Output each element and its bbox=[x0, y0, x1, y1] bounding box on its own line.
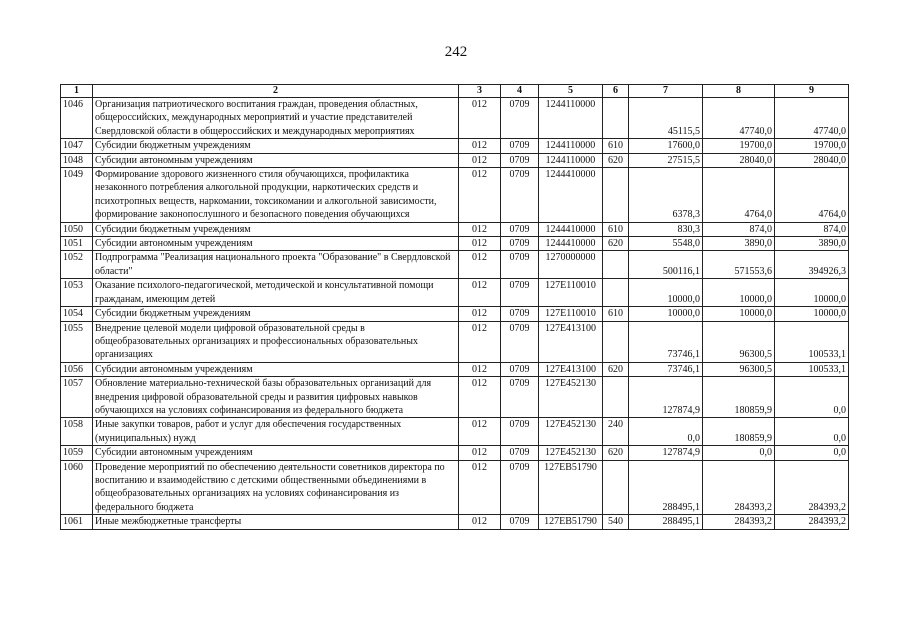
section-code: 0709 bbox=[501, 153, 539, 167]
row-name: Формирование здорового жизненного стиля обучающихся, профилактика незаконного потребления алкогольной продукции, наркотических средств и психотропных веществ, наркомании, токсикомании и алкогольной зависимости, формирование законопослушного и безопасного поведения обучающихся bbox=[93, 168, 459, 223]
table-row bbox=[61, 362, 849, 376]
section-code: 0709 bbox=[501, 168, 539, 223]
amount-col7: 0,0 bbox=[629, 418, 703, 446]
header-cell: 8 bbox=[703, 85, 775, 98]
row-name: Внедрение целевой модели цифровой образовательной среды в общеобразовательных организациях и профессиональных образовательных организациях bbox=[93, 321, 459, 362]
amount-col9: 874,0 bbox=[775, 222, 849, 236]
amount-col9: 10000,0 bbox=[775, 279, 849, 307]
row-name: Проведение мероприятий по обеспечению деятельности советников директора по воспитанию и взаимодействию с детскими общественными объединениями в общеобразовательных организациях на условиях софинансирования из федерального бюджета bbox=[93, 460, 459, 515]
amount-col9: 10000,0 bbox=[775, 307, 849, 321]
section-code: 0709 bbox=[501, 515, 539, 529]
amount-col8: 180859,9 bbox=[703, 377, 775, 418]
expense-type-code bbox=[603, 251, 629, 279]
row-number: 1052 bbox=[61, 251, 93, 279]
header-cell: 9 bbox=[775, 85, 849, 98]
amount-col7: 27515,5 bbox=[629, 153, 703, 167]
row-number: 1050 bbox=[61, 222, 93, 236]
ministry-code: 012 bbox=[459, 139, 501, 153]
ministry-code: 012 bbox=[459, 251, 501, 279]
amount-col7: 73746,1 bbox=[629, 321, 703, 362]
amount-col8: 19700,0 bbox=[703, 139, 775, 153]
amount-col9: 0,0 bbox=[775, 377, 849, 418]
target-article-code: 1270000000 bbox=[539, 251, 603, 279]
table-row bbox=[61, 237, 849, 251]
target-article-code: 1244110000 bbox=[539, 98, 603, 139]
row-name: Субсидии автономным учреждениям bbox=[93, 362, 459, 376]
header-cell: 2 bbox=[93, 85, 459, 98]
ministry-code: 012 bbox=[459, 321, 501, 362]
amount-col8: 10000,0 bbox=[703, 307, 775, 321]
amount-col9: 47740,0 bbox=[775, 98, 849, 139]
row-number: 1055 bbox=[61, 321, 93, 362]
expense-type-code: 610 bbox=[603, 222, 629, 236]
target-article-code: 1244410000 bbox=[539, 168, 603, 223]
amount-col8: 96300,5 bbox=[703, 321, 775, 362]
amount-col9: 19700,0 bbox=[775, 139, 849, 153]
amount-col9: 394926,3 bbox=[775, 251, 849, 279]
header-cell: 7 bbox=[629, 85, 703, 98]
table-row bbox=[61, 418, 849, 446]
amount-col8: 571553,6 bbox=[703, 251, 775, 279]
header-cell: 6 bbox=[603, 85, 629, 98]
target-article-code: 1244110000 bbox=[539, 139, 603, 153]
section-code: 0709 bbox=[501, 98, 539, 139]
expense-type-code bbox=[603, 377, 629, 418]
row-number: 1051 bbox=[61, 237, 93, 251]
amount-col9: 284393,2 bbox=[775, 460, 849, 515]
expense-type-code: 620 bbox=[603, 446, 629, 460]
expense-type-code: 620 bbox=[603, 237, 629, 251]
row-number: 1047 bbox=[61, 139, 93, 153]
amount-col8: 10000,0 bbox=[703, 279, 775, 307]
row-number: 1057 bbox=[61, 377, 93, 418]
amount-col7: 288495,1 bbox=[629, 460, 703, 515]
row-name: Оказание психолого-педагогической, методической и консультативной помощи гражданам, имеющим детей bbox=[93, 279, 459, 307]
target-article-code: 127E452130 bbox=[539, 446, 603, 460]
amount-col7: 127874,9 bbox=[629, 377, 703, 418]
amount-col8: 3890,0 bbox=[703, 237, 775, 251]
ministry-code: 012 bbox=[459, 168, 501, 223]
header-row bbox=[61, 85, 849, 98]
amount-col9: 100533,1 bbox=[775, 362, 849, 376]
header-cell: 1 bbox=[61, 85, 93, 98]
amount-col7: 830,3 bbox=[629, 222, 703, 236]
table-row bbox=[61, 222, 849, 236]
ministry-code: 012 bbox=[459, 237, 501, 251]
amount-col7: 288495,1 bbox=[629, 515, 703, 529]
row-name: Субсидии автономным учреждениям bbox=[93, 237, 459, 251]
amount-col7: 127874,9 bbox=[629, 446, 703, 460]
target-article-code: 1244410000 bbox=[539, 237, 603, 251]
section-code: 0709 bbox=[501, 307, 539, 321]
amount-col7: 73746,1 bbox=[629, 362, 703, 376]
section-code: 0709 bbox=[501, 446, 539, 460]
expense-type-code bbox=[603, 460, 629, 515]
amount-col9: 100533,1 bbox=[775, 321, 849, 362]
ministry-code: 012 bbox=[459, 153, 501, 167]
expense-type-code: 610 bbox=[603, 307, 629, 321]
amount-col9: 4764,0 bbox=[775, 168, 849, 223]
section-code: 0709 bbox=[501, 222, 539, 236]
amount-col8: 0,0 bbox=[703, 446, 775, 460]
table-row bbox=[61, 98, 849, 139]
ministry-code: 012 bbox=[459, 446, 501, 460]
row-number: 1059 bbox=[61, 446, 93, 460]
header-cell: 5 bbox=[539, 85, 603, 98]
expense-type-code: 620 bbox=[603, 362, 629, 376]
header-cell: 3 bbox=[459, 85, 501, 98]
row-name: Обновление материально-технической базы образовательных организаций для внедрения цифровой образовательной среды и развития цифровых навыков обучающихся на условиях софинансирования из федерального бюджета bbox=[93, 377, 459, 418]
amount-col8: 284393,2 bbox=[703, 515, 775, 529]
table-row bbox=[61, 321, 849, 362]
row-number: 1061 bbox=[61, 515, 93, 529]
row-name: Субсидии бюджетным учреждениям bbox=[93, 307, 459, 321]
row-number: 1056 bbox=[61, 362, 93, 376]
target-article-code: 127EB51790 bbox=[539, 460, 603, 515]
amount-col8: 28040,0 bbox=[703, 153, 775, 167]
amount-col9: 28040,0 bbox=[775, 153, 849, 167]
table-row bbox=[61, 307, 849, 321]
ministry-code: 012 bbox=[459, 362, 501, 376]
ministry-code: 012 bbox=[459, 222, 501, 236]
amount-col8: 47740,0 bbox=[703, 98, 775, 139]
amount-col8: 96300,5 bbox=[703, 362, 775, 376]
section-code: 0709 bbox=[501, 279, 539, 307]
expense-type-code: 620 bbox=[603, 153, 629, 167]
expense-type-code bbox=[603, 279, 629, 307]
ministry-code: 012 bbox=[459, 460, 501, 515]
table-row bbox=[61, 377, 849, 418]
section-code: 0709 bbox=[501, 251, 539, 279]
table-row bbox=[61, 279, 849, 307]
amount-col7: 45115,5 bbox=[629, 98, 703, 139]
target-article-code: 127E413100 bbox=[539, 321, 603, 362]
table-row bbox=[61, 153, 849, 167]
target-article-code: 127E452130 bbox=[539, 377, 603, 418]
row-name: Иные закупки товаров, работ и услуг для обеспечения государственных (муниципальных) нужд bbox=[93, 418, 459, 446]
target-article-code: 127EB51790 bbox=[539, 515, 603, 529]
amount-col9: 0,0 bbox=[775, 446, 849, 460]
amount-col9: 0,0 bbox=[775, 418, 849, 446]
row-name: Организация патриотического воспитания граждан, проведения областных, общероссийских, международных мероприятий и участие представителей Свердловской области в общероссийских и международных мероприятиях bbox=[93, 98, 459, 139]
budget-table bbox=[60, 84, 849, 530]
row-name: Субсидии автономным учреждениям bbox=[93, 446, 459, 460]
amount-col7: 6378,3 bbox=[629, 168, 703, 223]
section-code: 0709 bbox=[501, 418, 539, 446]
row-number: 1054 bbox=[61, 307, 93, 321]
ministry-code: 012 bbox=[459, 377, 501, 418]
amount-col8: 874,0 bbox=[703, 222, 775, 236]
section-code: 0709 bbox=[501, 460, 539, 515]
row-name: Субсидии автономным учреждениям bbox=[93, 153, 459, 167]
amount-col8: 4764,0 bbox=[703, 168, 775, 223]
section-code: 0709 bbox=[501, 362, 539, 376]
amount-col9: 3890,0 bbox=[775, 237, 849, 251]
page-number: 242 bbox=[444, 44, 468, 60]
expense-type-code bbox=[603, 321, 629, 362]
row-name: Иные межбюджетные трансферты bbox=[93, 515, 459, 529]
target-article-code: 1244110000 bbox=[539, 153, 603, 167]
row-number: 1048 bbox=[61, 153, 93, 167]
ministry-code: 012 bbox=[459, 307, 501, 321]
expense-type-code: 610 bbox=[603, 139, 629, 153]
row-name: Субсидии бюджетным учреждениям bbox=[93, 222, 459, 236]
expense-type-code: 240 bbox=[603, 418, 629, 446]
amount-col9: 284393,2 bbox=[775, 515, 849, 529]
row-number: 1049 bbox=[61, 168, 93, 223]
ministry-code: 012 bbox=[459, 515, 501, 529]
table-row bbox=[61, 168, 849, 223]
table-row bbox=[61, 139, 849, 153]
table-row bbox=[61, 446, 849, 460]
row-number: 1046 bbox=[61, 98, 93, 139]
row-number: 1058 bbox=[61, 418, 93, 446]
target-article-code: 127E413100 bbox=[539, 362, 603, 376]
section-code: 0709 bbox=[501, 237, 539, 251]
amount-col7: 500116,1 bbox=[629, 251, 703, 279]
amount-col7: 17600,0 bbox=[629, 139, 703, 153]
header-cell: 4 bbox=[501, 85, 539, 98]
amount-col7: 10000,0 bbox=[629, 279, 703, 307]
ministry-code: 012 bbox=[459, 418, 501, 446]
expense-type-code bbox=[603, 98, 629, 139]
ministry-code: 012 bbox=[459, 279, 501, 307]
row-name: Субсидии бюджетным учреждениям bbox=[93, 139, 459, 153]
row-number: 1060 bbox=[61, 460, 93, 515]
amount-col8: 180859,9 bbox=[703, 418, 775, 446]
section-code: 0709 bbox=[501, 139, 539, 153]
row-name: Подпрограмма "Реализация национального проекта "Образование" в Свердловской области" bbox=[93, 251, 459, 279]
amount-col7: 5548,0 bbox=[629, 237, 703, 251]
table-row bbox=[61, 515, 849, 529]
target-article-code: 1244410000 bbox=[539, 222, 603, 236]
target-article-code: 127E452130 bbox=[539, 418, 603, 446]
expense-type-code bbox=[603, 168, 629, 223]
table-row bbox=[61, 460, 849, 515]
amount-col7: 10000,0 bbox=[629, 307, 703, 321]
target-article-code: 127E110010 bbox=[539, 279, 603, 307]
expense-type-code: 540 bbox=[603, 515, 629, 529]
amount-col8: 284393,2 bbox=[703, 460, 775, 515]
target-article-code: 127E110010 bbox=[539, 307, 603, 321]
section-code: 0709 bbox=[501, 377, 539, 418]
row-number: 1053 bbox=[61, 279, 93, 307]
table-row bbox=[61, 251, 849, 279]
section-code: 0709 bbox=[501, 321, 539, 362]
ministry-code: 012 bbox=[459, 98, 501, 139]
